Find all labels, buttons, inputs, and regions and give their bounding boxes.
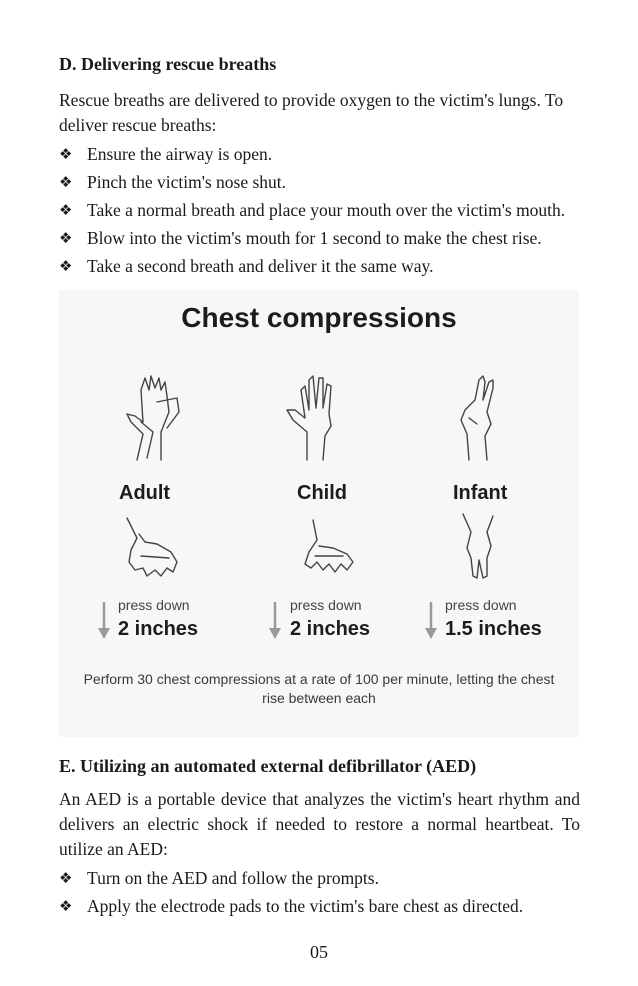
list-item <box>59 864 619 892</box>
list-item-text: Turn on the AED and follow the prompts. <box>87 868 379 888</box>
bullet-icon: ❖ <box>59 897 73 915</box>
down-arrow-icon <box>268 602 282 640</box>
bullet-icon: ❖ <box>59 145 73 163</box>
bullet-icon: ❖ <box>59 257 73 275</box>
figure-caption: Perform 30 chest compressions at a rate of 100 per minute, letting the chest rise between each <box>83 671 555 706</box>
list-item-text: Take a second breath and deliver it the same way. <box>87 256 434 276</box>
section-d-intro: Rescue breaths are delivered to provide oxygen to the victim's lungs. To deliver rescue breaths: <box>59 90 564 135</box>
bullet-icon: ❖ <box>59 869 73 887</box>
child-compression-icon <box>299 518 363 580</box>
section-e-bullet-list <box>59 864 619 920</box>
list-item-text: Ensure the airway is open. <box>87 144 273 164</box>
list-item-text: Take a normal breath and place your mouth over the victim's mouth. <box>87 200 566 220</box>
list-item <box>59 168 619 196</box>
figure-title: Chest compressions <box>181 302 457 333</box>
down-arrow-icon <box>424 602 438 640</box>
list-item <box>59 224 619 252</box>
adult-compression-icon <box>121 514 185 580</box>
infant-compression-icon <box>457 512 501 582</box>
adult-label: Adult <box>119 482 171 504</box>
infant-label: Infant <box>453 482 508 504</box>
adult-press-text: press down <box>118 597 190 613</box>
child-hand-icon <box>281 370 351 462</box>
adult-hands-icon <box>117 372 187 462</box>
child-depth: 2 inches <box>290 618 371 640</box>
infant-depth: 1.5 inches <box>445 618 542 640</box>
bullet-icon: ❖ <box>59 229 73 247</box>
chest-compressions-figure <box>59 290 579 737</box>
page-number: 05 <box>310 942 328 962</box>
child-label: Child <box>297 482 347 504</box>
infant-press-text: press down <box>445 597 517 613</box>
down-arrow-icon <box>97 602 111 640</box>
bullet-icon: ❖ <box>59 201 73 219</box>
infant-fingers-icon <box>451 372 511 462</box>
section-d-heading: D. Delivering rescue breaths <box>59 54 277 74</box>
adult-depth: 2 inches <box>118 618 199 640</box>
list-item-text: Blow into the victim's mouth for 1 second to make the chest rise. <box>87 228 542 248</box>
section-e-intro: An AED is a portable device that analyzes the victim's heart rhythm and delivers an electric shock if needed to restore a normal heartbeat. To utilize an AED: <box>59 789 580 859</box>
section-e-heading: E. Utilizing an automated external defibrillator (AED) <box>59 756 477 776</box>
child-press-text: press down <box>290 597 362 613</box>
list-item <box>59 196 619 224</box>
list-item <box>59 252 619 280</box>
list-item-text: Pinch the victim's nose shut. <box>87 172 287 192</box>
list-item <box>59 140 619 168</box>
list-item-text: Apply the electrode pads to the victim's bare chest as directed. <box>87 896 524 916</box>
bullet-icon: ❖ <box>59 173 73 191</box>
section-d-bullet-list <box>59 140 619 280</box>
list-item <box>59 892 619 920</box>
